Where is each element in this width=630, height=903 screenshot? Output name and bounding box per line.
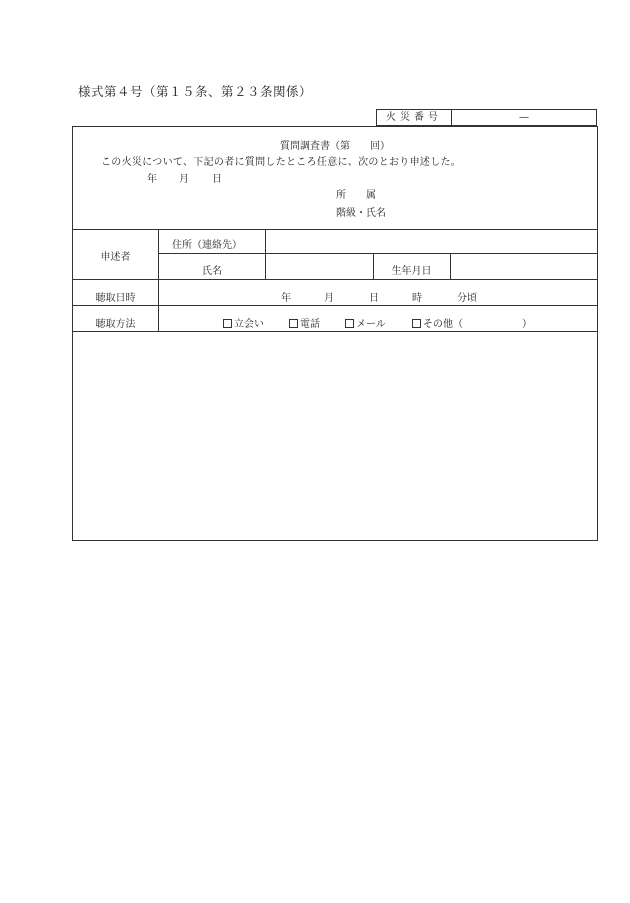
affiliation-label: 所 属 — [336, 190, 376, 201]
divider — [73, 305, 597, 306]
report-title: 質問調査書（第 回） — [280, 141, 390, 152]
option-email[interactable]: メール — [345, 315, 386, 330]
divider — [158, 229, 159, 331]
hearing-datetime-label: 聴取日時 — [95, 293, 136, 304]
other-close-paren: ） — [522, 319, 532, 330]
hearing-day: 日 — [369, 293, 379, 304]
name-label: 氏名 — [202, 266, 222, 277]
statement-area[interactable] — [73, 332, 597, 540]
option-in-person[interactable]: 立会い — [223, 315, 264, 330]
date-year: 年 — [147, 174, 157, 185]
checkbox-icon[interactable] — [223, 319, 232, 328]
fire-number-label: 火災番号 — [377, 110, 452, 125]
hearing-method-label: 聴取方法 — [95, 319, 136, 330]
date-day: 日 — [212, 174, 222, 185]
investigation-form — [72, 126, 598, 541]
hearing-minute: 分頃 — [457, 293, 477, 304]
date-month: 月 — [179, 174, 189, 185]
divider — [450, 253, 451, 279]
fire-number-box — [376, 109, 597, 126]
fire-number-field[interactable]: — — [519, 112, 529, 123]
form-number-title: 様式第４号（第１５条、第２３条関係） — [78, 84, 313, 99]
divider — [73, 279, 597, 280]
address-label: 住所（連絡先） — [172, 240, 242, 251]
divider — [73, 229, 597, 230]
option-other[interactable]: その他（ — [412, 315, 463, 330]
birthdate-label: 生年月日 — [391, 266, 432, 277]
checkbox-icon[interactable] — [289, 319, 298, 328]
hearing-year: 年 — [281, 293, 291, 304]
hearing-hour: 時 — [412, 293, 422, 304]
checkbox-icon[interactable] — [345, 319, 354, 328]
option-phone[interactable]: 電話 — [289, 315, 320, 330]
checkbox-icon[interactable] — [412, 319, 421, 328]
hearing-month: 月 — [324, 293, 334, 304]
rank-name-label: 階級・氏名 — [336, 208, 386, 219]
divider — [158, 253, 597, 254]
declarant-label: 申述者 — [100, 252, 131, 263]
statement-text: この火災について、下記の者に質問したところ任意に、次のとおり申述した。 — [101, 157, 462, 168]
divider — [265, 229, 266, 279]
